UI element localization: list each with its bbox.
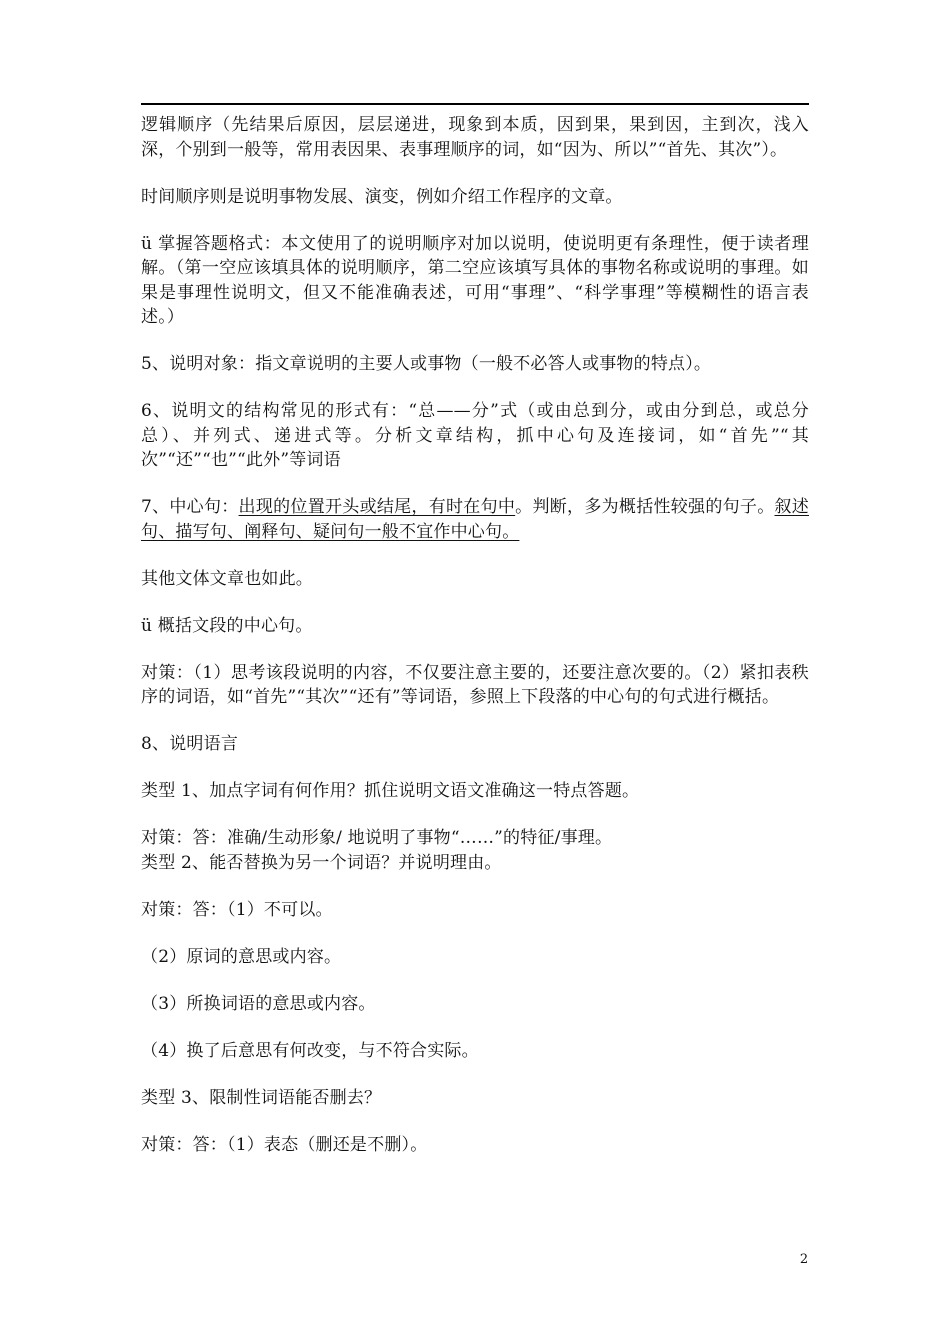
text-segment: （2）原词的意思或内容。 <box>141 946 342 967</box>
text-segment: 对策：（1）思考该段说明的内容，不仅要注意主要的，还要注意次要的。（2）紧扣表秩序的词语，如“首先”“其次”“还有”等词语，参照上下段落的中心句的句式进行概括。 <box>141 662 809 707</box>
paragraph-point-2 <box>141 945 809 970</box>
text-segment: 对策：答：（1）表态（删还是不删）。 <box>141 1134 428 1155</box>
paragraph-type-3-strategy <box>141 1133 809 1158</box>
paragraph-time-order <box>141 185 809 210</box>
text-segment: （4）换了后意思有何改变，与不符合实际。 <box>141 1040 479 1061</box>
text-segment: ü 掌握答题格式：本文使用了的说明顺序对加以说明，使说明更有条理性，便于读者理解。（第一空应该填具体的说明顺序，第二空应该填写具体的事物名称或说明的事理。如果是事理性说明文，但又不能准确表述，可用“事理”、“科学事理”等模糊性的语言表述。） <box>141 233 809 327</box>
paragraph-central-sentence <box>141 495 809 544</box>
paragraph-structure <box>141 399 809 473</box>
header-rule <box>141 103 809 105</box>
text-segment: 其他文体文章也如此。 <box>141 568 313 589</box>
page-number: 2 <box>799 1252 809 1267</box>
paragraph-other-genres <box>141 567 809 592</box>
paragraph-object <box>141 352 809 377</box>
paragraph-type-1-strategy <box>141 826 809 851</box>
text-segment: （3）所换词语的意思或内容。 <box>141 993 376 1014</box>
text-segment: 5、说明对象：指文章说明的主要人或事物（一般不必答人或事物的特点）。 <box>141 354 712 374</box>
underlined-text: 叙述句、描写句、阐释句、疑问句一般不宜作中心句。 <box>141 497 809 542</box>
document-body <box>141 113 809 1157</box>
text-segment: 类型 3、限制性词语能否删去？ <box>141 1087 382 1108</box>
paragraph-logical-order <box>141 113 809 162</box>
text-segment: ü 概括文段的中心句。 <box>141 615 313 636</box>
paragraph-strategy <box>141 661 809 710</box>
paragraph-point-3 <box>141 992 809 1017</box>
paragraph-type-1 <box>141 779 809 804</box>
text-segment: 类型 2、能否替换为另一个词语？并说明理由。 <box>141 852 502 873</box>
text-segment: 对策：答：（1）不可以。 <box>141 899 333 920</box>
text-segment: 6、说明文的结构常见的形式有：“总——分”式（或由总到分，或由分到总，或总分总）、并列式、递进式等。分析文章结构，抓中心句及连接词，如“首先”“其次”“还”“也”“此外”等词语 <box>141 401 809 470</box>
paragraph-summarize <box>141 614 809 639</box>
section-heading-language <box>141 732 809 757</box>
text-segment: 时间顺序则是说明事物发展、演变，例如介绍工作程序的文章。 <box>141 186 623 207</box>
underlined-text: 出现的位置开头或结尾，有时在句中 <box>238 497 516 517</box>
text-segment: 类型 1、加点字词有何作用？抓住说明文语文准确这一特点答题。 <box>141 781 640 801</box>
text-segment: 对策：答：准确/生动形象/ 地说明了事物“……”的特征/事理。 <box>141 828 613 848</box>
paragraph-type-2 <box>141 851 809 876</box>
paragraph-point-4 <box>141 1039 809 1064</box>
text-segment: 。判断，多为概括性较强的句子。 <box>515 497 775 517</box>
paragraph-type-2-strategy <box>141 898 809 923</box>
text-segment: 8、说明语言 <box>141 734 239 754</box>
paragraph-type-3 <box>141 1086 809 1111</box>
text-segment: 逻辑顺序（先结果后原因，层层递进，现象到本质，因到果，果到因，主到次，浅入深，个别到一般等，常用表因果、表事理顺序的词，如“因为、所以”“首先、其次”）。 <box>141 115 809 160</box>
text-segment: 7、中心句： <box>141 497 239 517</box>
paragraph-answer-format <box>141 232 809 330</box>
